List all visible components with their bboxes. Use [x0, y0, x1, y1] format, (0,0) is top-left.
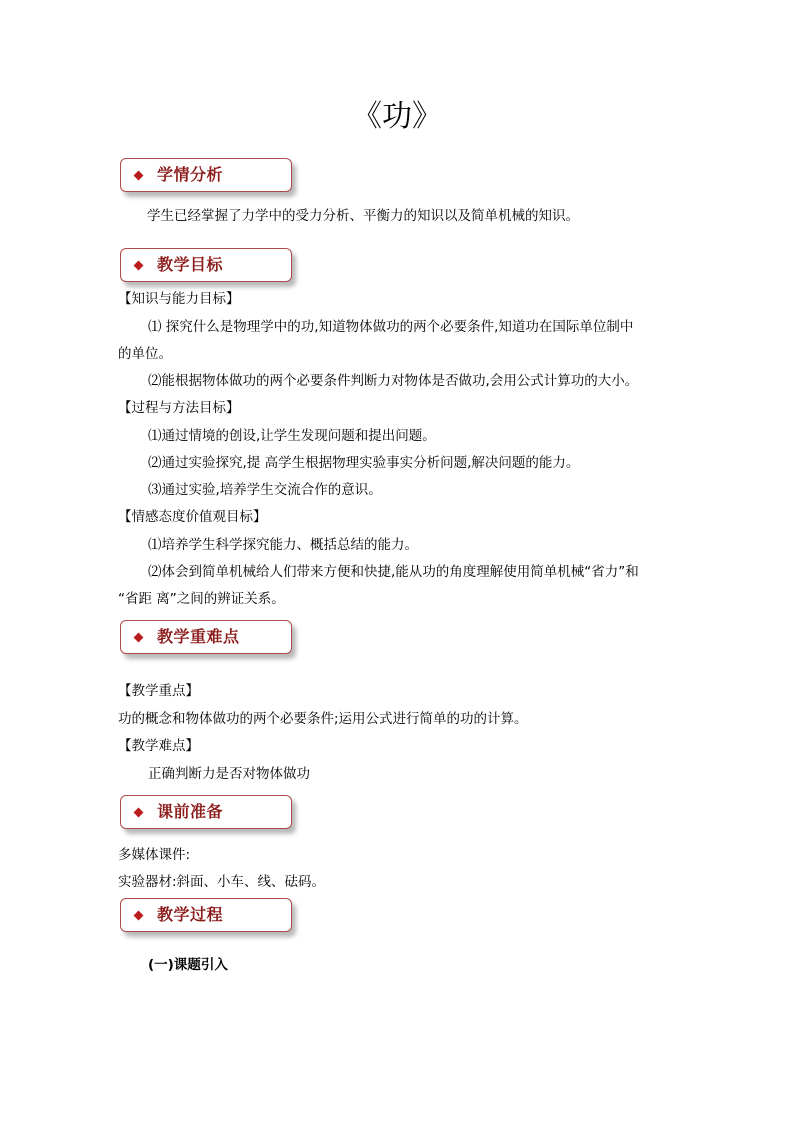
goal-line: “省距 离”之间的辨证关系。 [118, 591, 285, 607]
diamond-bullet-icon [134, 911, 144, 921]
section-title: 教学过程 [157, 905, 224, 924]
section-header-process [120, 898, 292, 932]
diamond-bullet-icon [134, 171, 144, 181]
goal-line: ⑴ 探究什么是物理学中的功,知道物体做功的两个必要条件,知道功在国际单位制中 [148, 319, 634, 335]
goal-heading-knowledge: 【知识与能力目标】 [118, 291, 240, 307]
key-line: 功的概念和物体做功的两个必要条件;运用公式进行简单的功的计算。 [118, 711, 528, 727]
goal-line: ⑶通过实验,培养学生交流合作的意识。 [148, 482, 382, 498]
section-header-preparation [120, 795, 292, 829]
diamond-bullet-icon [134, 261, 144, 271]
prep-line: 多媒体课件: [118, 847, 191, 863]
section-header-analysis [120, 158, 292, 192]
difficulty-line: 正确判断力是否对物体做功 [148, 766, 310, 782]
prep-line: 实验器材:斜面、小车、线、砝码。 [118, 874, 326, 890]
goal-line: ⑵体会到简单机械给人们带来方便和快捷,能从功的角度理解使用简单机械“省力”和 [148, 564, 639, 580]
goal-line: 的单位。 [118, 346, 172, 362]
goal-heading-attitude: 【情感态度价值观目标】 [118, 509, 267, 525]
section-title: 课前准备 [157, 802, 224, 821]
process-line: (一)课题引入 [148, 957, 228, 973]
page-title: 《功》 [352, 99, 442, 134]
difficulty-heading: 【教学难点】 [118, 738, 199, 754]
goal-line: ⑴通过情境的创设,让学生发现问题和提出问题。 [148, 428, 436, 444]
section-title: 教学重难点 [157, 627, 240, 646]
section-title: 教学目标 [157, 255, 224, 274]
goal-line: ⑵通过实验探究,提 高学生根据物理实验事实分析问题,解决问题的能力。 [148, 455, 580, 471]
section-title: 学情分析 [157, 165, 224, 184]
section-header-goals [120, 248, 292, 282]
section-header-key-points [120, 620, 292, 654]
goal-heading-process: 【过程与方法目标】 [118, 400, 240, 416]
diamond-bullet-icon [134, 808, 144, 818]
goal-line: ⑴培养学生科学探究能力、概括总结的能力。 [148, 537, 418, 553]
goal-line: ⑵能根据物体做功的两个必要条件判断力对物体是否做功,会用公式计算功的大小。 [148, 373, 639, 389]
key-heading: 【教学重点】 [118, 683, 199, 699]
diamond-bullet-icon [134, 633, 144, 643]
analysis-text: 学生已经掌握了力学中的受力分析、平衡力的知识以及简单机械的知识。 [147, 208, 579, 224]
